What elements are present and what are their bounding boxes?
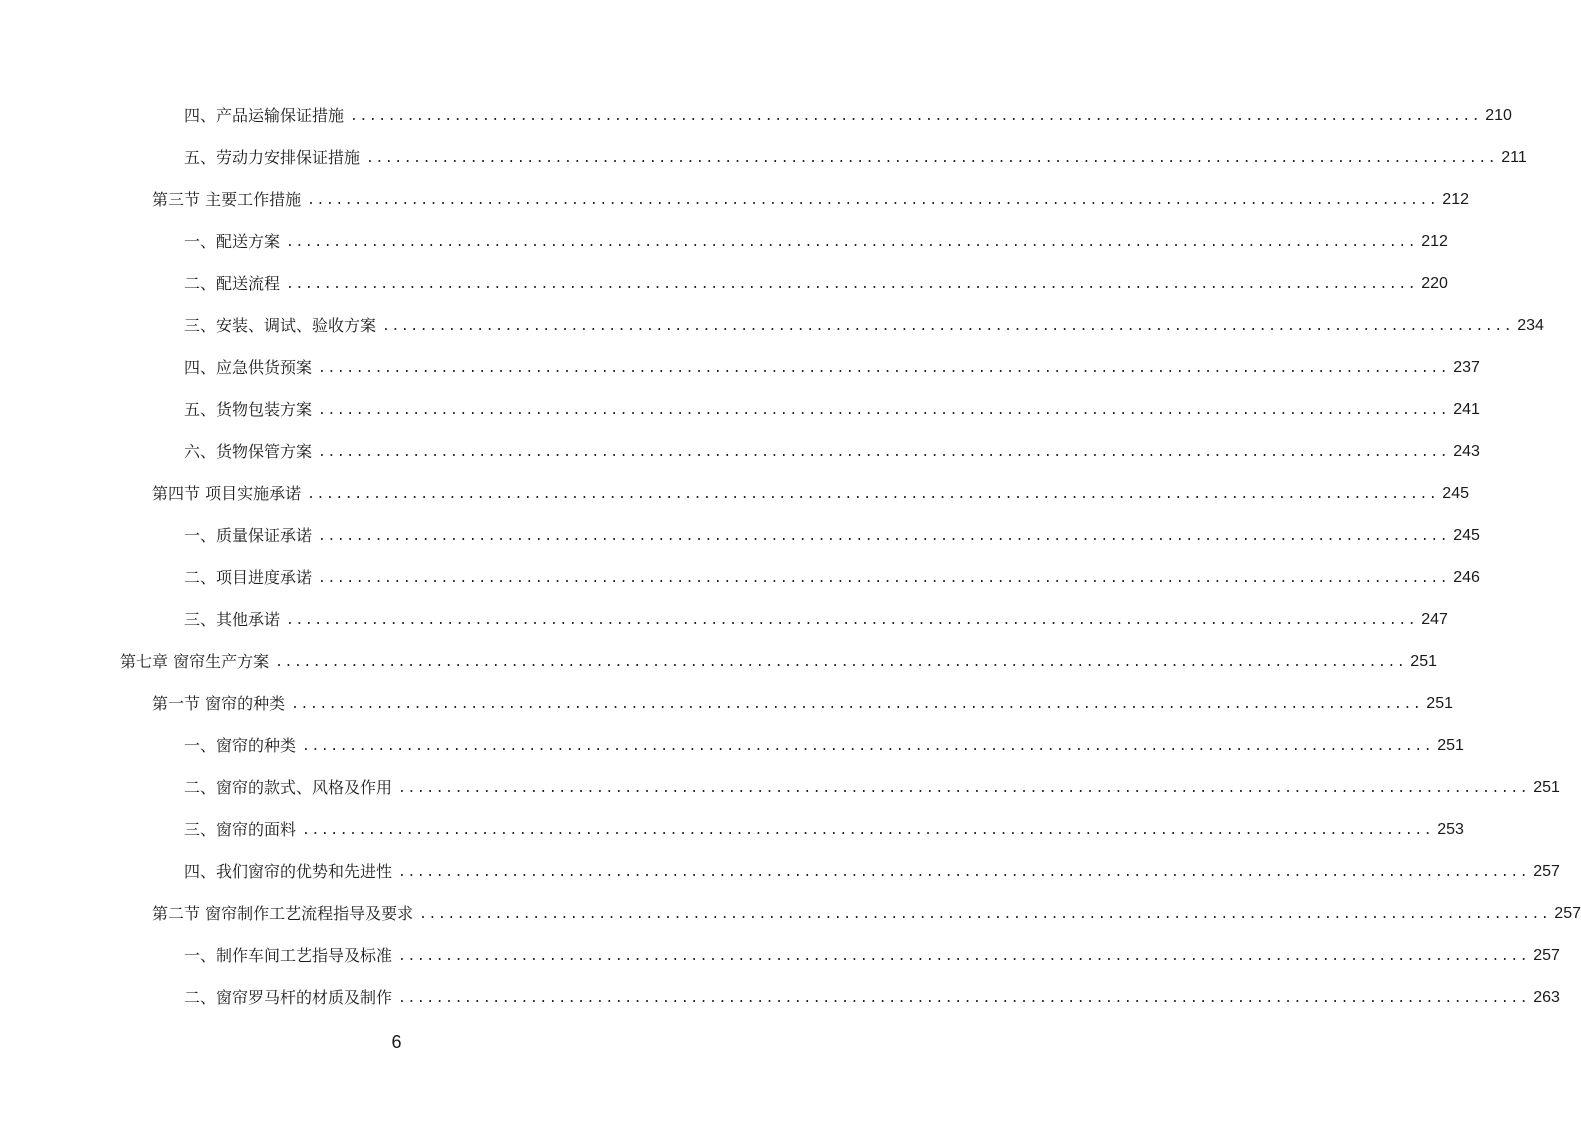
toc-entry[interactable]	[184, 726, 1464, 766]
toc-entry-title: 四、我们窗帘的优势和先进性	[184, 862, 393, 881]
toc-entry-title: 四、产品运输保证措施	[184, 106, 345, 125]
toc-entry[interactable]	[184, 432, 1480, 472]
toc-entry-page: 245	[1453, 527, 1480, 544]
dot-leader: ........................................................................................................................	[307, 193, 1439, 208]
dot-leader: ........................................................................................................................	[307, 487, 1439, 502]
dot-leader: ........................................................................................................................	[382, 319, 1514, 334]
toc-entry-title: 第四节 项目实施承诺	[152, 484, 302, 503]
toc-entry[interactable]	[184, 936, 1560, 976]
toc-entry[interactable]	[184, 222, 1448, 262]
dot-leader: ........................................................................................................................	[302, 739, 1434, 754]
toc-entry-title: 一、制作车间工艺指导及标准	[184, 946, 393, 965]
toc-entry[interactable]	[120, 642, 1437, 682]
toc-entry[interactable]	[152, 894, 1581, 934]
toc-entry-page: 247	[1421, 611, 1448, 628]
toc-entry[interactable]	[152, 180, 1469, 220]
toc-entry-title: 二、项目进度承诺	[184, 568, 313, 587]
toc-entry-page: 251	[1410, 653, 1437, 670]
toc-entry[interactable]	[184, 96, 1512, 136]
toc-entry-page: 257	[1533, 863, 1560, 880]
toc-entry-page: 263	[1533, 989, 1560, 1006]
toc-entry-page: 245	[1442, 485, 1469, 502]
toc-entry-page: 212	[1421, 233, 1448, 250]
toc-entry-page: 212	[1442, 191, 1469, 208]
toc-entry[interactable]	[184, 390, 1480, 430]
toc-entry-title: 一、质量保证承诺	[184, 526, 313, 545]
toc-entry[interactable]	[152, 474, 1469, 514]
toc-entry[interactable]	[184, 348, 1480, 388]
toc-entry-title: 五、劳动力安排保证措施	[184, 148, 361, 167]
toc-entry-page: 211	[1501, 149, 1527, 166]
dot-leader: ........................................................................................................................	[366, 151, 1498, 166]
page-number: 6	[391, 1032, 402, 1052]
dot-leader: ........................................................................................................................	[302, 823, 1434, 838]
toc-entry[interactable]	[184, 600, 1448, 640]
toc-entry-title: 一、窗帘的种类	[184, 736, 297, 755]
dot-leader: ........................................................................................................................	[275, 655, 1407, 670]
dot-leader: ........................................................................................................................	[286, 235, 1418, 250]
toc-entry-page: 246	[1453, 569, 1480, 586]
toc-entry-page: 257	[1533, 947, 1560, 964]
toc-entry-title: 一、配送方案	[184, 232, 281, 251]
toc-entry[interactable]	[184, 810, 1464, 850]
toc-entry-title: 三、其他承诺	[184, 610, 281, 629]
toc-entry-title: 三、安装、调试、验收方案	[184, 316, 377, 335]
dot-leader: ........................................................................................................................	[286, 613, 1418, 628]
toc-entry[interactable]	[184, 264, 1448, 304]
dot-leader: ........................................................................................................................	[318, 529, 1450, 544]
toc-entry-title: 二、配送流程	[184, 274, 281, 293]
toc-entry-page: 253	[1437, 821, 1464, 838]
toc-entry[interactable]	[184, 558, 1480, 598]
toc-entry-title: 第二节 窗帘制作工艺流程指导及要求	[152, 904, 414, 923]
toc-entry-title: 第七章 窗帘生产方案	[120, 652, 270, 671]
toc-entry[interactable]	[184, 768, 1560, 808]
toc-entry-page: 234	[1517, 317, 1544, 334]
dot-leader: ........................................................................................................................	[419, 907, 1551, 922]
toc-entry-page: 241	[1453, 401, 1480, 418]
toc-entry-page: 220	[1421, 275, 1448, 292]
toc-entry-page: 237	[1453, 359, 1480, 376]
dot-leader: ........................................................................................................................	[291, 697, 1423, 712]
dot-leader: ........................................................................................................................	[398, 781, 1530, 796]
dot-leader: ........................................................................................................................	[318, 403, 1450, 418]
dot-leader: ........................................................................................................................	[286, 277, 1418, 292]
toc-entry-page: 210	[1485, 107, 1512, 124]
dot-leader: ........................................................................................................................	[398, 949, 1530, 964]
toc-entry-page: 251	[1426, 695, 1453, 712]
toc-entry-title: 二、窗帘罗马杆的材质及制作	[184, 988, 393, 1007]
toc-entry[interactable]	[184, 516, 1480, 556]
dot-leader: ........................................................................................................................	[318, 445, 1450, 460]
toc-entry[interactable]	[184, 852, 1560, 892]
dot-leader: ........................................................................................................................	[398, 991, 1530, 1006]
toc-entry-page: 257	[1554, 905, 1581, 922]
toc-entry-title: 第三节 主要工作措施	[152, 190, 302, 209]
toc-entry[interactable]	[184, 306, 1544, 346]
toc-entry-title: 第一节 窗帘的种类	[152, 694, 286, 713]
dot-leader: ........................................................................................................................	[318, 361, 1450, 376]
toc-entry-title: 五、货物包装方案	[184, 400, 313, 419]
dot-leader: ........................................................................................................................	[398, 865, 1530, 880]
toc-entry-page: 251	[1533, 779, 1560, 796]
toc-entry[interactable]	[184, 138, 1527, 178]
dot-leader: ........................................................................................................................	[350, 109, 1482, 124]
toc-entry-title: 六、货物保管方案	[184, 442, 313, 461]
toc-entry-title: 四、应急供货预案	[184, 358, 313, 377]
toc-entry[interactable]	[184, 978, 1560, 1018]
toc-entry-page: 251	[1437, 737, 1464, 754]
toc-entry-page: 243	[1453, 443, 1480, 460]
toc-entry-title: 三、窗帘的面料	[184, 820, 297, 839]
toc-entry[interactable]	[152, 684, 1453, 724]
dot-leader: ........................................................................................................................	[318, 571, 1450, 586]
toc-entry-title: 二、窗帘的款式、风格及作用	[184, 778, 393, 797]
